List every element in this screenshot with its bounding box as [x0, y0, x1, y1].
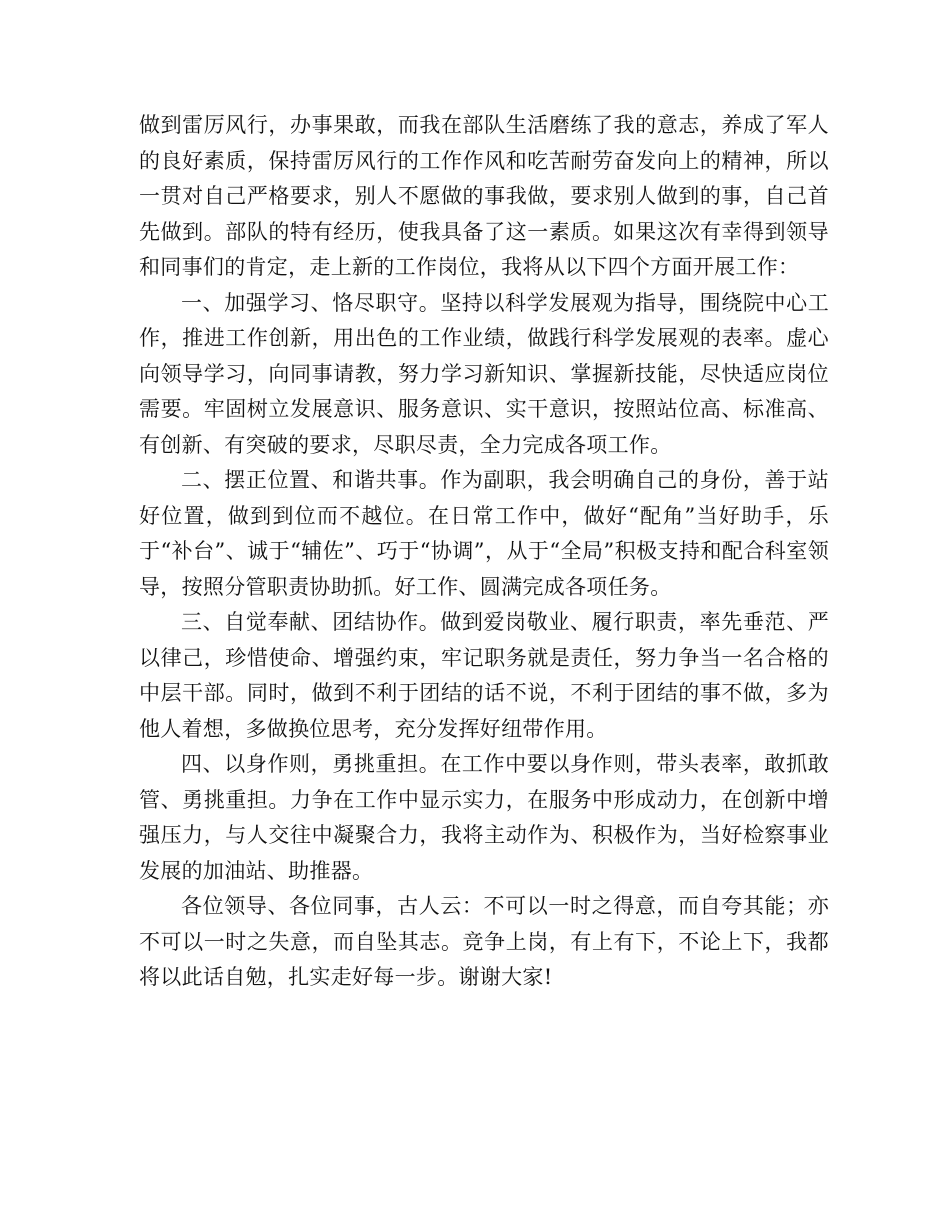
document-body: [139, 108, 829, 996]
paragraph-point-two: 二、摆正位置、和谐共事。作为副职，我会明确自己的身份，善于站好位置，做到到位而不越位。在日常工作中，做好“配角”当好助手，乐于“补台”、诚于“辅佐”、巧于“协调”，从于“全局”积极支持和配合科室领导，按照分管职责协助抓。好工作、圆满完成各项任务。: [139, 468, 829, 599]
paragraph-point-four: 四、以身作则，勇挑重担。在工作中要以身作则，带头表率，敢抓敢管、勇挑重担。力争在工作中显示实力，在服务中形成动力，在创新中增强压力，与人交往中凝聚合力，我将主动作为、积极作为，当好检察事业发展的加油站、助推器。: [139, 752, 829, 883]
paragraph-closing: 各位领导、各位同事，古人云：不可以一时之得意，而自夸其能；亦不可以一时之失意，而自坠其志。竞争上岗，有上有下，不论上下，我都将以此话自勉，扎实走好每一步。谢谢大家!: [139, 894, 829, 989]
paragraph-point-one: 一、加强学习、恪尽职守。坚持以科学发展观为指导，围绕院中心工作，推进工作创新，用出色的工作业绩，做践行科学发展观的表率。虚心向领导学习，向同事请教，努力学习新知识、掌握新技能，尽快适应岗位需要。牢固树立发展意识、服务意识、实干意识，按照站位高、标准高、有创新、有突破的要求，尽职尽责，全力完成各项工作。: [139, 290, 829, 457]
paragraph-intro: 做到雷厉风行，办事果敢，而我在部队生活磨练了我的意志，养成了军人的良好素质，保持雷厉风行的工作作风和吃苦耐劳奋发向上的精神，所以一贯对自己严格要求，别人不愿做的事我做，要求别人做到的事，自己首先做到。部队的特有经历，使我具备了这一素质。如果这次有幸得到领导和同事们的肯定，走上新的工作岗位，我将从以下四个方面开展工作：: [139, 113, 829, 279]
paragraph-point-three: 三、自觉奉献、团结协作。做到爱岗敬业、履行职责，率先垂范、严以律己，珍惜使命、增强约束，牢记职务就是责任，努力争当一名合格的中层干部。同时，做到不利于团结的话不说，不利于团结的事不做，多为他人着想，多做换位思考，充分发挥好纽带作用。: [139, 610, 829, 741]
